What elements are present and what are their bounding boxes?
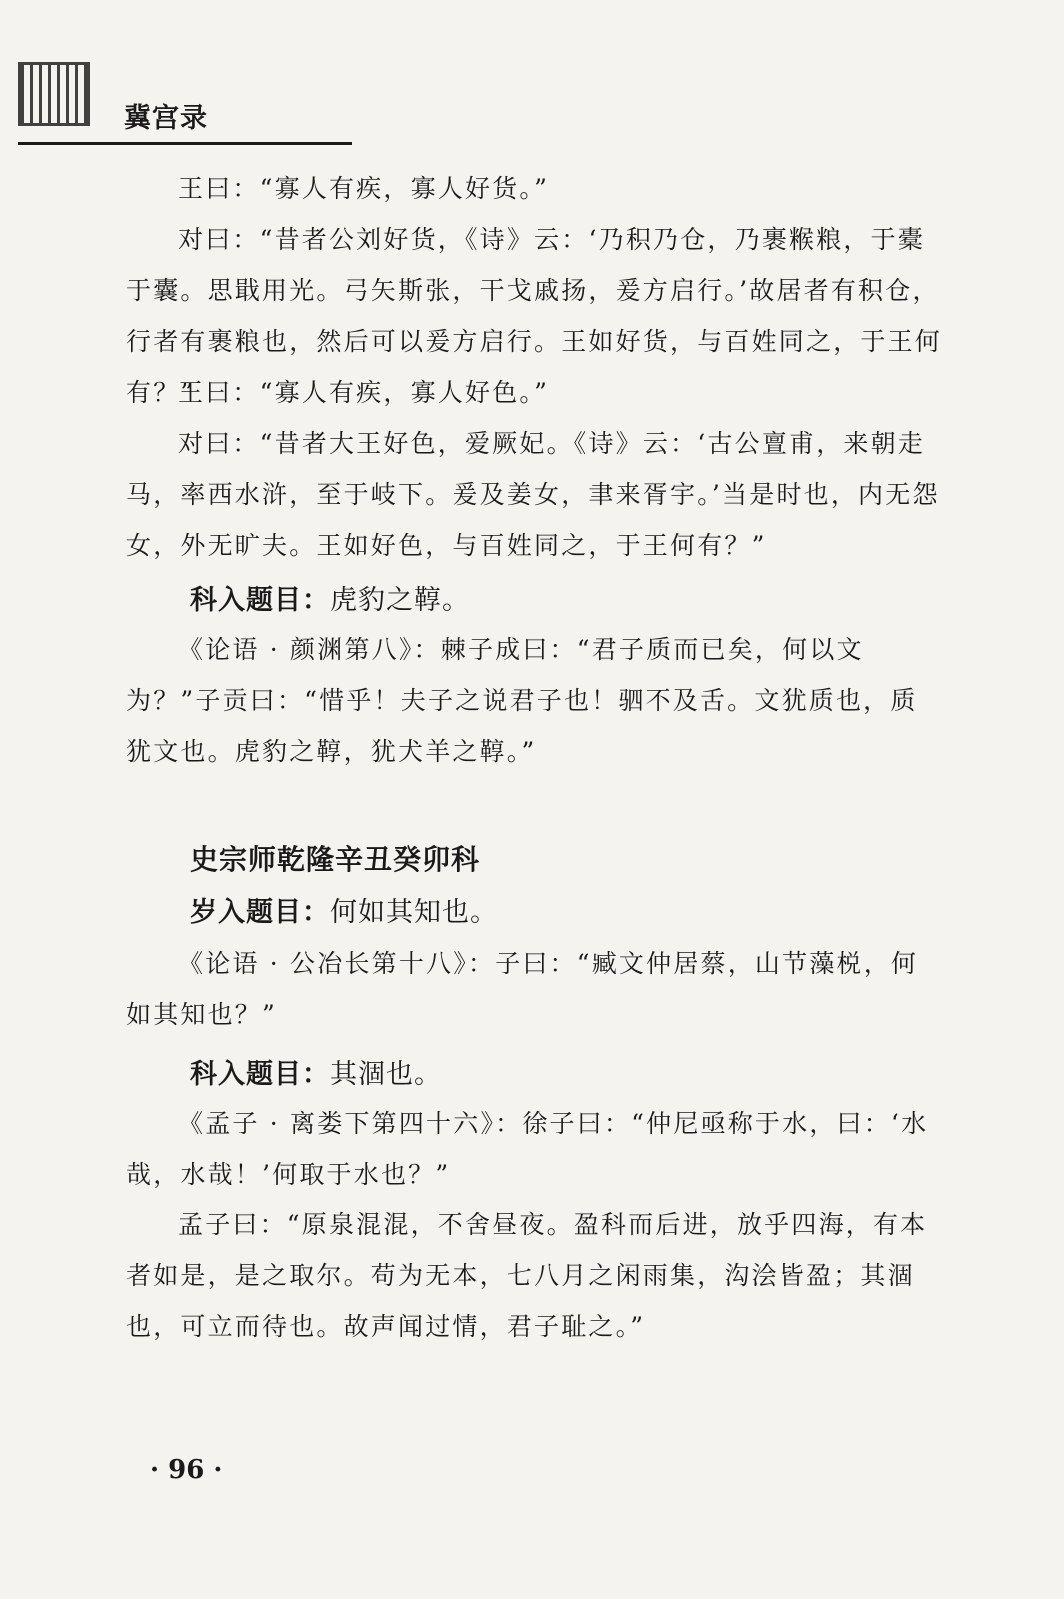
ke-heading-2-title: 其涸也。 bbox=[330, 1059, 442, 1090]
paragraph-3: 王曰：“寡人有疾，寡人好色。” bbox=[178, 378, 550, 407]
ke-source-2b: 孟子曰：“原泉混混，不舍昼夜。盈科而后进，放乎四海，有本者如是，是之取尔。苟为无本，七八月之闲雨集，沟浍皆盈；其涸也，可立而待也。故声闻过情，君子耻之。” bbox=[126, 1210, 928, 1341]
ke-source-1: 《论语 · 颜渊第八》：棘子成曰：“君子质而已矣，何以文为？”子贡曰：“惜乎！夫子之说君子也！驷不及舌。文犹质也，质犹文也。虎豹之鞟，犹犬羊之鞟。” bbox=[126, 635, 918, 766]
sui-heading-title: 何如其知也。 bbox=[330, 897, 498, 928]
ke-heading-2 bbox=[190, 1052, 442, 1091]
ke-source-2a: 《孟子 · 离娄下第四十六》：徐子曰：“仲尼亟称于水，曰：‘水哉，水哉！’何取于水也？” bbox=[126, 1109, 929, 1189]
paragraph-4: 对曰：“昔者大王好色，爱厥妃。《诗》云：‘古公亶甫，来朝走马，率西水浒，至于岐下。爰及姜女，聿来胥宇。’当是时也，内无怨女，外无旷夫。王如好色，与百姓同之，于王何有？” bbox=[126, 429, 940, 560]
seal-logo-icon bbox=[18, 62, 90, 126]
paragraph-1: 王曰：“寡人有疾，寡人好货。” bbox=[178, 174, 550, 203]
ke-heading-1-label: 科入题目： bbox=[190, 585, 330, 616]
sui-heading bbox=[190, 890, 498, 929]
ke-heading-1-title: 虎豹之鞟。 bbox=[330, 585, 470, 616]
sui-heading-label: 岁入题目： bbox=[190, 897, 330, 928]
ke-heading-2-label: 科入题目： bbox=[190, 1059, 330, 1090]
running-title: 冀宫录 bbox=[124, 103, 208, 134]
ke-heading-1 bbox=[190, 578, 470, 617]
page-number: · 96 · bbox=[150, 1455, 223, 1485]
sui-source: 《论语 · 公冶长第十八》：子曰：“臧文仲居蔡，山节藻棁，何如其知也？” bbox=[126, 949, 919, 1029]
paragraph-2: 对曰：“昔者公刘好货，《诗》云：‘乃积乃仓，乃裹糇粮，于橐于囊。思戢用光。弓矢斯张，干戈戚扬，爰方启行。’故居者有积仓，行者有裹粮也，然后可以爰方启行。王如好货，与百姓同之，于王何有？” bbox=[126, 225, 943, 407]
header-rule bbox=[18, 142, 352, 145]
section-heading: 史宗师乾隆辛丑癸卯科 bbox=[190, 843, 481, 876]
